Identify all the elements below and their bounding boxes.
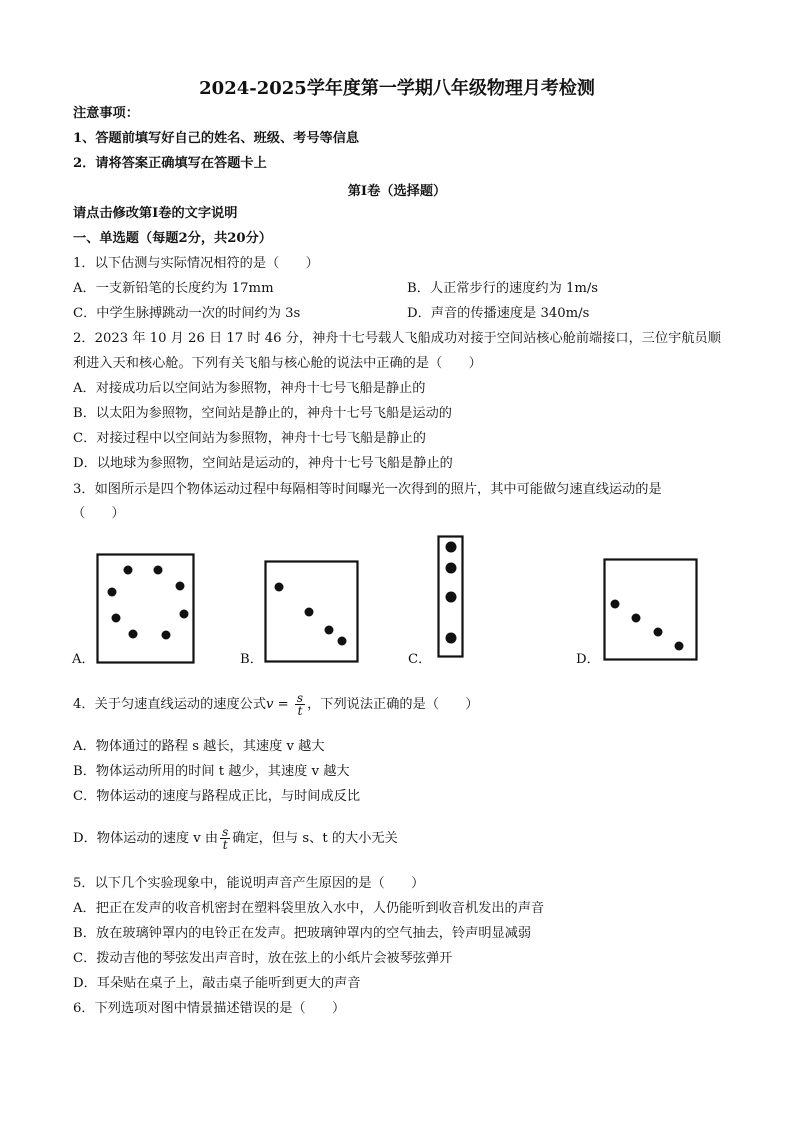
q3-label-b: B． <box>240 652 263 667</box>
q4-formula-fraction <box>295 692 305 717</box>
q4-stem-pre: 4．关于匀速直线运动的速度公式 <box>73 697 267 712</box>
q5-option-b: B．放在玻璃钟罩内的电铃正在发声。把玻璃钟罩内的空气抽去，铃声明显减弱 <box>73 926 532 941</box>
q4-option-a: A．物体通过的路程 s 越长，其速度 v 越大 <box>73 739 325 754</box>
q3-figure-d <box>603 558 699 662</box>
q3-figure-b <box>264 560 360 664</box>
q4-option-d-pre: D．物体运动的速度 v 由 <box>73 831 219 846</box>
q3-stem-line-2: （ ） <box>72 506 125 521</box>
q2-option-a: A．对接成功后以空间站为参照物，神舟十七号飞船是静止的 <box>73 381 426 396</box>
q2-option-d: D．以地球为参照物，空间站是运动的，神舟十七号飞船是静止的 <box>73 456 453 471</box>
q4-stem-post: ，下列说法正确的是（ ） <box>307 697 479 712</box>
q1-option-c: C．中学生脉搏跳动一次的时间约为 3s <box>73 306 301 321</box>
q3-label-a: A． <box>72 652 95 667</box>
q4-d-frac-numerator: s <box>222 825 229 839</box>
q4-frac-numerator: s <box>296 691 304 705</box>
q4-option-d <box>73 826 398 852</box>
q4-frac-denominator: t <box>297 704 303 718</box>
edit-hint[interactable]: 请点击修改第Ⅰ卷的文字说明 <box>73 206 238 221</box>
q1-option-d: D．声音的传播速度是 340m/s <box>407 306 590 321</box>
q3-label-d: D． <box>576 652 600 667</box>
q1-option-b: B．人正常步行的速度约为 1m/s <box>407 281 599 296</box>
q5-stem: 5．以下几个实验现象中，能说明声音产生原因的是（ ） <box>73 876 425 891</box>
exam-title: 2024-2025学年度第一学期八年级物理月考检测 <box>199 78 595 99</box>
q4-d-frac-denominator: t <box>222 838 228 852</box>
q4-v-symbol: v <box>266 697 274 712</box>
q2-stem-line-2: 利进入天和核心舱。下列有关飞船与核心舱的说法中正确的是（ ） <box>73 356 482 371</box>
q5-option-c: C．拨动吉他的琴弦发出声音时，放在弦上的小纸片会被琴弦弹开 <box>73 951 453 966</box>
q4-stem <box>73 692 479 717</box>
section-title: 第Ⅰ卷（选择题） <box>347 184 447 199</box>
q4-option-b: B．物体运动所用的时间 t 越少，其速度 v 越大 <box>73 764 350 779</box>
notice-item-2: 2．请将答案正确填写在答题卡上 <box>73 156 267 171</box>
q2-option-b: B．以太阳为参照物，空间站是静止的，神舟十七号飞船是运动的 <box>73 406 452 421</box>
q4-option-d-fraction <box>220 826 230 851</box>
q4-option-d-post: 确定，但与 s、t 的大小无关 <box>232 831 398 846</box>
part-one-heading: 一、单选题（每题2分，共20分） <box>73 231 272 246</box>
q3-stem-line-1: 3．如图所示是四个物体运动过程中每隔相等时间曝光一次得到的照片，其中可能做匀速直线运动的是 <box>73 482 662 497</box>
q4-option-c: C．物体运动的速度与路程成正比，与时间成反比 <box>73 789 361 804</box>
q2-option-c: C．对接过程中以空间站为参照物，神舟十七号飞船是静止的 <box>73 431 426 446</box>
q5-option-d: D．耳朵贴在桌子上，敲击桌子能听到更大的声音 <box>73 976 361 991</box>
q5-option-a: A．把正在发声的收音机密封在塑料袋里放入水中，人仍能听到收音机发出的声音 <box>73 901 545 916</box>
notice-heading: 注意事项： <box>73 106 139 121</box>
q1-stem: 1．以下估测与实际情况相符的是（ ） <box>73 256 319 271</box>
q3-label-c: C． <box>408 652 432 667</box>
q3-figure-a <box>96 553 196 665</box>
q1-option-a: A．一支新铅笔的长度约为 17mm <box>73 281 274 296</box>
q2-stem-line-1: 2．2023 年 10 月 26 日 17 时 46 分，神舟十七号载人飞船成功对接于空间站核心舱前端接口，三位宇航员顺 <box>73 331 721 346</box>
q3-figure-c <box>437 535 465 659</box>
q4-equals: = <box>273 697 293 712</box>
notice-item-1: 1、答题前填写好自己的姓名、班级、考号等信息 <box>73 131 360 146</box>
q6-stem: 6．下列选项对图中情景描述错误的是（ ） <box>73 1001 346 1016</box>
